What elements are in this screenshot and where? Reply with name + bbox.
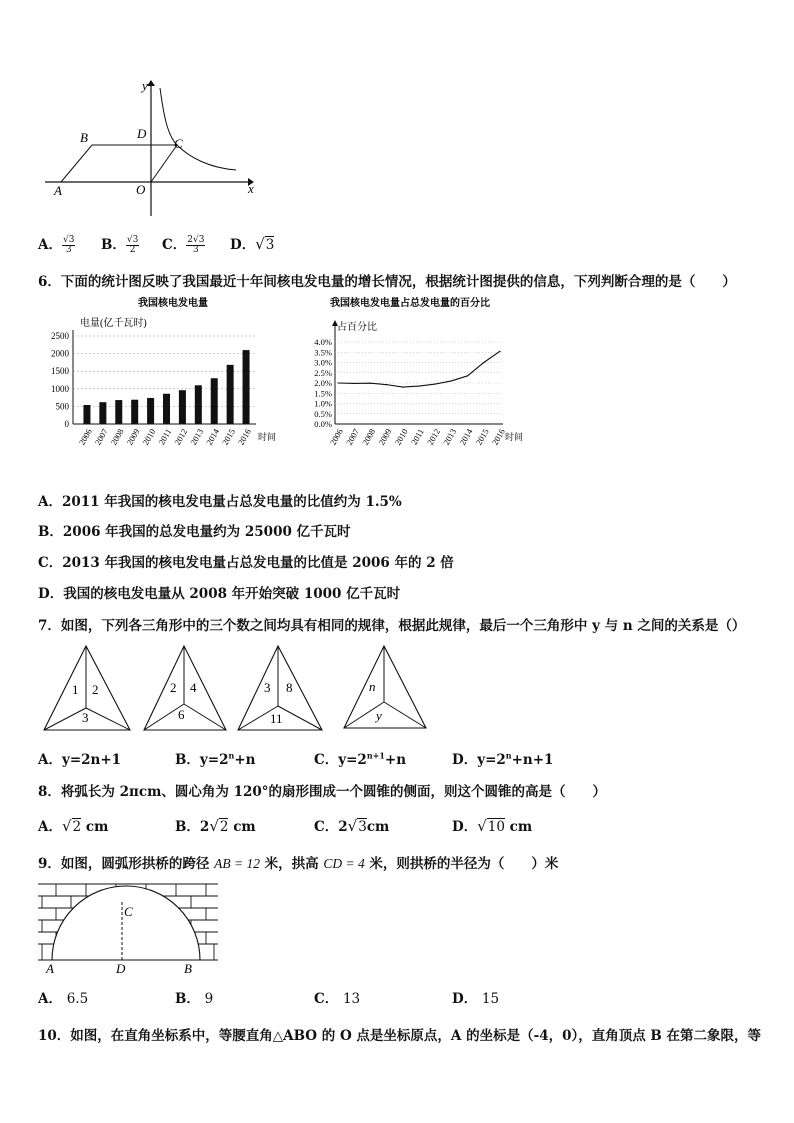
bar — [83, 405, 90, 424]
bar — [243, 350, 250, 424]
label-a: A — [54, 183, 62, 198]
q7-stem: 7．如图，下列各三角形中的三个数之间均具有相同的规律，根据此规律，最后一个三角形中 y 与 n 之间的关系是（） — [38, 618, 746, 634]
triangle-1 — [44, 646, 130, 730]
x-tick-label: 2012 — [172, 426, 190, 447]
exponent: n — [228, 750, 235, 761]
x-axis-label: 时间 — [505, 432, 524, 442]
data-point — [337, 382, 338, 383]
data-point — [499, 351, 500, 352]
bar — [195, 385, 202, 424]
stem-part: 米，则拱桥的半径为（ ）米 — [364, 856, 559, 872]
bar — [131, 400, 138, 424]
x-tick-label: 2011 — [156, 426, 174, 447]
stem-part: 米，拱高 — [259, 856, 324, 872]
label-d: D — [116, 961, 126, 976]
radical-sign: √ — [477, 817, 487, 835]
q5-option-b[interactable] — [101, 233, 139, 255]
y-tick-label: 4.0% — [314, 337, 332, 347]
denominator: 3 — [65, 245, 72, 255]
q5-option-c[interactable] — [162, 233, 205, 255]
x-tick-label: 2007 — [343, 426, 362, 447]
data-point — [402, 387, 403, 388]
data-point — [418, 385, 419, 386]
fraction — [186, 236, 205, 255]
radicand: 2 — [72, 819, 82, 835]
denominator: 2 — [129, 245, 136, 255]
option-text: y=2 — [199, 752, 229, 768]
option-label: B． — [101, 237, 126, 253]
denominator: 3 — [192, 245, 199, 255]
hyperbola-curve — [160, 88, 236, 170]
x-tick-label: 2009 — [124, 426, 142, 447]
data-point — [386, 384, 387, 385]
x-tick-label: 2006 — [327, 426, 345, 447]
y-tick-label: 3.5% — [314, 347, 332, 358]
q7-option-b[interactable] — [175, 748, 255, 768]
arch — [52, 886, 200, 960]
triangle-1-right: 2 — [92, 682, 99, 697]
y-tick-label: 2.0% — [314, 378, 332, 388]
label-y: y — [142, 78, 148, 93]
x-tick-label: 2015 — [219, 426, 238, 447]
label-d: D — [137, 126, 147, 141]
q6-option-a[interactable]: A．2011 年我国的核电发电量占总发电量的比值约为 1.5% — [38, 494, 402, 510]
x-tick-label: 2007 — [92, 426, 110, 447]
triangle-2-right: 4 — [190, 680, 197, 695]
x-tick-label: 2016 — [235, 426, 253, 447]
y-tick-label: 0.0% — [314, 419, 332, 429]
q9-option-c[interactable] — [314, 987, 360, 1007]
y-tick-label: 1500 — [51, 366, 69, 377]
triangle-4-left: n — [369, 679, 376, 694]
unit: cm — [509, 819, 533, 835]
y-tick-label: 2.5% — [314, 367, 332, 378]
math-ab: AB = 12 — [214, 856, 260, 871]
x-tick-label: 2016 — [489, 426, 507, 447]
y-tick-label: 1000 — [51, 383, 69, 394]
x-tick-label: 2010 — [392, 426, 410, 447]
data-point — [435, 383, 436, 384]
y-tick-label: 500 — [55, 401, 69, 412]
brick-wall — [38, 884, 218, 960]
q7-option-d[interactable] — [452, 748, 553, 768]
option-value: 13 — [342, 991, 361, 1007]
q5-coordinate-figure — [40, 78, 270, 220]
option-label: D． — [452, 991, 478, 1007]
y-axis-arrow — [147, 80, 155, 86]
radicand: 3 — [358, 819, 367, 835]
x-tick-label: 2006 — [76, 426, 94, 447]
bar — [147, 398, 154, 424]
option-label: C． — [314, 752, 339, 768]
y-tick-label: 1.5% — [314, 388, 332, 399]
option-text-tail: +n+1 — [511, 752, 554, 768]
option-label: C． — [162, 237, 187, 253]
x-tick-label: 2008 — [108, 426, 126, 447]
option-label: C． — [314, 991, 339, 1007]
q8-option-a[interactable] — [38, 815, 108, 835]
chart-title: 我国核电发电量占总发电量的百分比 — [330, 298, 490, 309]
x-tick-label: 2013 — [441, 426, 459, 447]
option-label: C． — [314, 819, 339, 835]
unit: cm — [233, 819, 256, 835]
triangle-1-left: 1 — [72, 682, 79, 697]
parallelogram-abcd — [61, 145, 177, 182]
label-c: C — [124, 904, 133, 919]
y-tick-label: 2500 — [51, 331, 69, 341]
triangle-1-bottom: 3 — [82, 710, 89, 725]
option-label: B． — [175, 752, 200, 768]
option-label: D． — [452, 819, 478, 835]
triangle-2-left: 2 — [170, 680, 177, 695]
q9-option-a[interactable] — [38, 987, 88, 1007]
q9-arch-bridge-figure — [38, 880, 223, 976]
option-label: A． — [38, 819, 62, 835]
triangle-3-bottom: 11 — [270, 711, 283, 726]
radicand: 3 — [265, 237, 275, 253]
y-tick-label: 2000 — [51, 348, 69, 359]
option-text: y=2n+1 — [61, 752, 122, 768]
numerator: 2√3 — [187, 235, 205, 245]
triangle-3-left: 3 — [264, 680, 271, 695]
y-tick-label: 0.5% — [314, 408, 332, 419]
bar — [163, 394, 170, 424]
x-tick-label: 2012 — [424, 426, 443, 447]
x-tick-label: 2009 — [376, 426, 394, 447]
option-label: B． — [175, 991, 200, 1007]
series-line — [338, 351, 500, 387]
option-value: 15 — [481, 991, 500, 1007]
radical-sign: √ — [255, 235, 265, 253]
triangle-4 — [344, 646, 426, 728]
label-b: B — [80, 130, 88, 145]
option-text: y=2 — [338, 752, 367, 768]
triangle-2 — [144, 646, 226, 730]
bar — [179, 390, 186, 424]
x-tick-label: 2015 — [473, 426, 491, 447]
option-label: D． — [452, 752, 478, 768]
option-label: A． — [38, 237, 62, 253]
q6-option-c[interactable]: C．2013 年我国的核电发电量占总发电量的比值是 2006 年的 2 倍 — [38, 555, 454, 571]
x-tick-label: 2014 — [457, 426, 475, 447]
option-value: 6.5 — [66, 991, 89, 1007]
q8-option-b[interactable] — [175, 815, 256, 835]
line-chart-nuclear-share — [295, 294, 545, 474]
label-x: x — [248, 181, 254, 196]
coefficient: 2 — [199, 819, 210, 835]
data-point — [451, 380, 452, 381]
q9-option-b[interactable] — [175, 987, 213, 1007]
triangle-3 — [238, 646, 322, 730]
q7-option-a[interactable] — [38, 748, 121, 768]
data-point — [354, 383, 355, 384]
radicand: 2 — [219, 819, 229, 835]
bar-chart-nuclear-power — [38, 294, 288, 474]
x-tick-label: 2011 — [408, 426, 426, 447]
radical-sign: √ — [61, 817, 72, 835]
exponent: n — [505, 750, 512, 761]
option-label: A． — [38, 991, 62, 1007]
data-point — [467, 375, 468, 376]
math-cd: CD = 4 — [323, 856, 365, 871]
triangle-3-right: 8 — [286, 680, 293, 695]
q9-option-d[interactable] — [452, 987, 499, 1007]
x-tick-label: 2010 — [140, 426, 158, 447]
numerator: √3 — [62, 235, 75, 245]
option-label: A． — [38, 752, 62, 768]
radical-sign: √ — [347, 817, 358, 835]
radicand: 10 — [487, 819, 505, 835]
fraction — [126, 236, 139, 255]
label-a: A — [46, 961, 54, 976]
chart-title: 我国核电发电量 — [138, 298, 208, 309]
numerator: √3 — [126, 235, 139, 245]
x-tick-label: 2013 — [188, 426, 206, 447]
y-tick-label: 0 — [64, 419, 69, 429]
option-text-tail: +n — [234, 752, 256, 768]
q7-triangle-figures — [38, 642, 438, 736]
fraction — [62, 236, 75, 255]
option-label: B． — [175, 819, 200, 835]
q7-option-c[interactable] — [314, 748, 406, 768]
option-value: 9 — [204, 991, 214, 1007]
x-tick-label: 2014 — [203, 426, 222, 447]
exponent: n+1 — [366, 750, 385, 761]
x-tick-label: 2008 — [360, 426, 378, 447]
y-axis-label: 占百分比 — [337, 322, 377, 333]
bar — [99, 402, 106, 424]
y-tick-label: 1.0% — [314, 398, 332, 409]
data-point — [483, 362, 484, 363]
y-tick-label: 3.0% — [314, 357, 332, 368]
y-axis-label: 电量(亿千瓦时) — [80, 318, 147, 329]
triangle-2-bottom: 6 — [178, 707, 185, 722]
option-text: y=2 — [477, 752, 506, 768]
data-point — [370, 383, 371, 384]
q6-option-d[interactable]: D．我国的核电发电量从 2008 年开始突破 1000 亿千瓦时 — [38, 586, 401, 602]
q5-option-a[interactable] — [38, 233, 75, 255]
q8-stem: 8．将弧长为 2πcm、圆心角为 120°的扇形围成一个圆锥的侧面，则这个圆锥的高是（ ） — [38, 784, 607, 800]
q8-option-c[interactable] — [314, 815, 389, 835]
label-o: O — [136, 182, 146, 197]
option-text-tail: +n — [384, 752, 407, 768]
unit: cm — [366, 819, 390, 835]
bar — [227, 365, 234, 424]
q5-option-d[interactable] — [230, 233, 274, 253]
q10-stem: 10．如图，在直角坐标系中，等腰直角△ABO 的 O 点是坐标原点，A 的坐标是（-4，0），直角顶点 B 在第二象限，等 — [38, 1028, 762, 1044]
q6-stem: 6．下面的统计图反映了我国最近十年间核电发电量的增长情况，根据统计图提供的信息，下列判断合理的是（ ） — [38, 274, 736, 290]
bar — [211, 378, 218, 424]
coefficient: 2 — [338, 819, 348, 835]
label-b: B — [184, 961, 192, 976]
stem-part: 9．如图，圆弧形拱桥的跨径 — [38, 856, 215, 872]
option-label: D． — [230, 237, 256, 253]
bar — [115, 400, 122, 424]
label-c: C — [174, 136, 183, 151]
q6-option-b[interactable]: B．2006 年我国的总发电量约为 25000 亿千瓦时 — [38, 524, 351, 540]
triangle-4-bottom: y — [376, 708, 382, 723]
q9-stem — [38, 852, 558, 872]
x-axis-label: 时间 — [258, 432, 277, 442]
radical-sign: √ — [209, 817, 219, 835]
unit: cm — [85, 819, 109, 835]
q8-option-d[interactable] — [452, 815, 532, 835]
